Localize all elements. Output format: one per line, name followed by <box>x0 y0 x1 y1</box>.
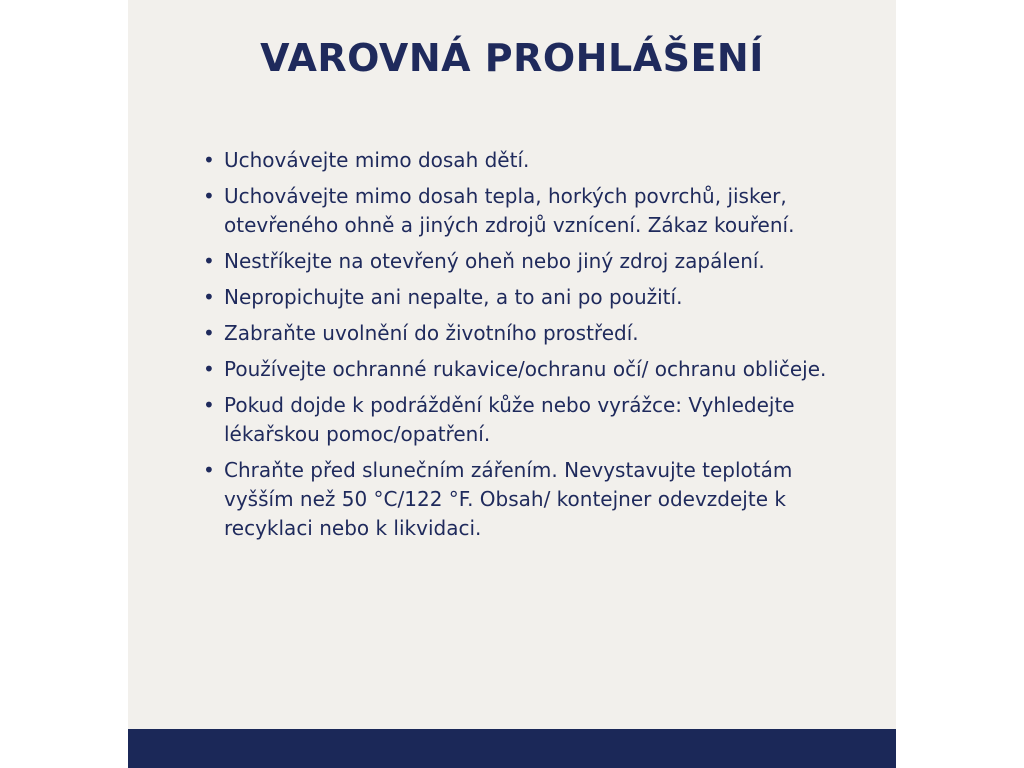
list-item <box>202 182 862 240</box>
list-item <box>202 146 862 175</box>
page-title: VAROVNÁ PROHLÁŠENÍ <box>260 36 764 80</box>
warning-panel <box>128 0 896 768</box>
bullet-icon: • <box>203 249 215 273</box>
bullet-icon: • <box>203 148 215 172</box>
list-item-text: Používejte ochranné rukavice/ochranu očí/ ochranu obličeje. <box>224 357 827 381</box>
list-item <box>202 355 862 384</box>
list-item <box>202 456 862 543</box>
list-item-text: Chraňte před slunečním zářením. Nevystavujte teplotám vyšším než 50 °C/122 °F. Obsah/ kontejner odevzdejte k recyklaci nebo k likvidaci. <box>224 458 793 540</box>
bullet-icon: • <box>203 285 215 309</box>
bullet-icon: • <box>203 393 215 417</box>
bullet-icon: • <box>203 357 215 381</box>
bullet-icon: • <box>203 458 215 482</box>
list-item-text: Uchovávejte mimo dosah tepla, horkých povrchů, jisker, otevřeného ohně a jiných zdrojů vznícení. Zákaz kouření. <box>224 184 795 237</box>
warning-list <box>202 146 862 550</box>
list-item-text: Zabraňte uvolnění do životního prostředí. <box>224 321 639 345</box>
list-item-text: Pokud dojde k podráždění kůže nebo vyrážce: Vyhledejte lékařskou pomoc/opatření. <box>224 393 795 446</box>
list-item <box>202 247 862 276</box>
list-item <box>202 391 862 449</box>
bullet-icon: • <box>203 184 215 208</box>
list-item-text: Nestříkejte na otevřený oheň nebo jiný zdroj zapálení. <box>224 249 765 273</box>
list-item <box>202 283 862 312</box>
list-item-text: Nepropichujte ani nepalte, a to ani po použití. <box>224 285 683 309</box>
footer-bar <box>128 729 896 768</box>
list-item-text: Uchovávejte mimo dosah dětí. <box>224 148 530 172</box>
list-item <box>202 319 862 348</box>
bullet-icon: • <box>203 321 215 345</box>
